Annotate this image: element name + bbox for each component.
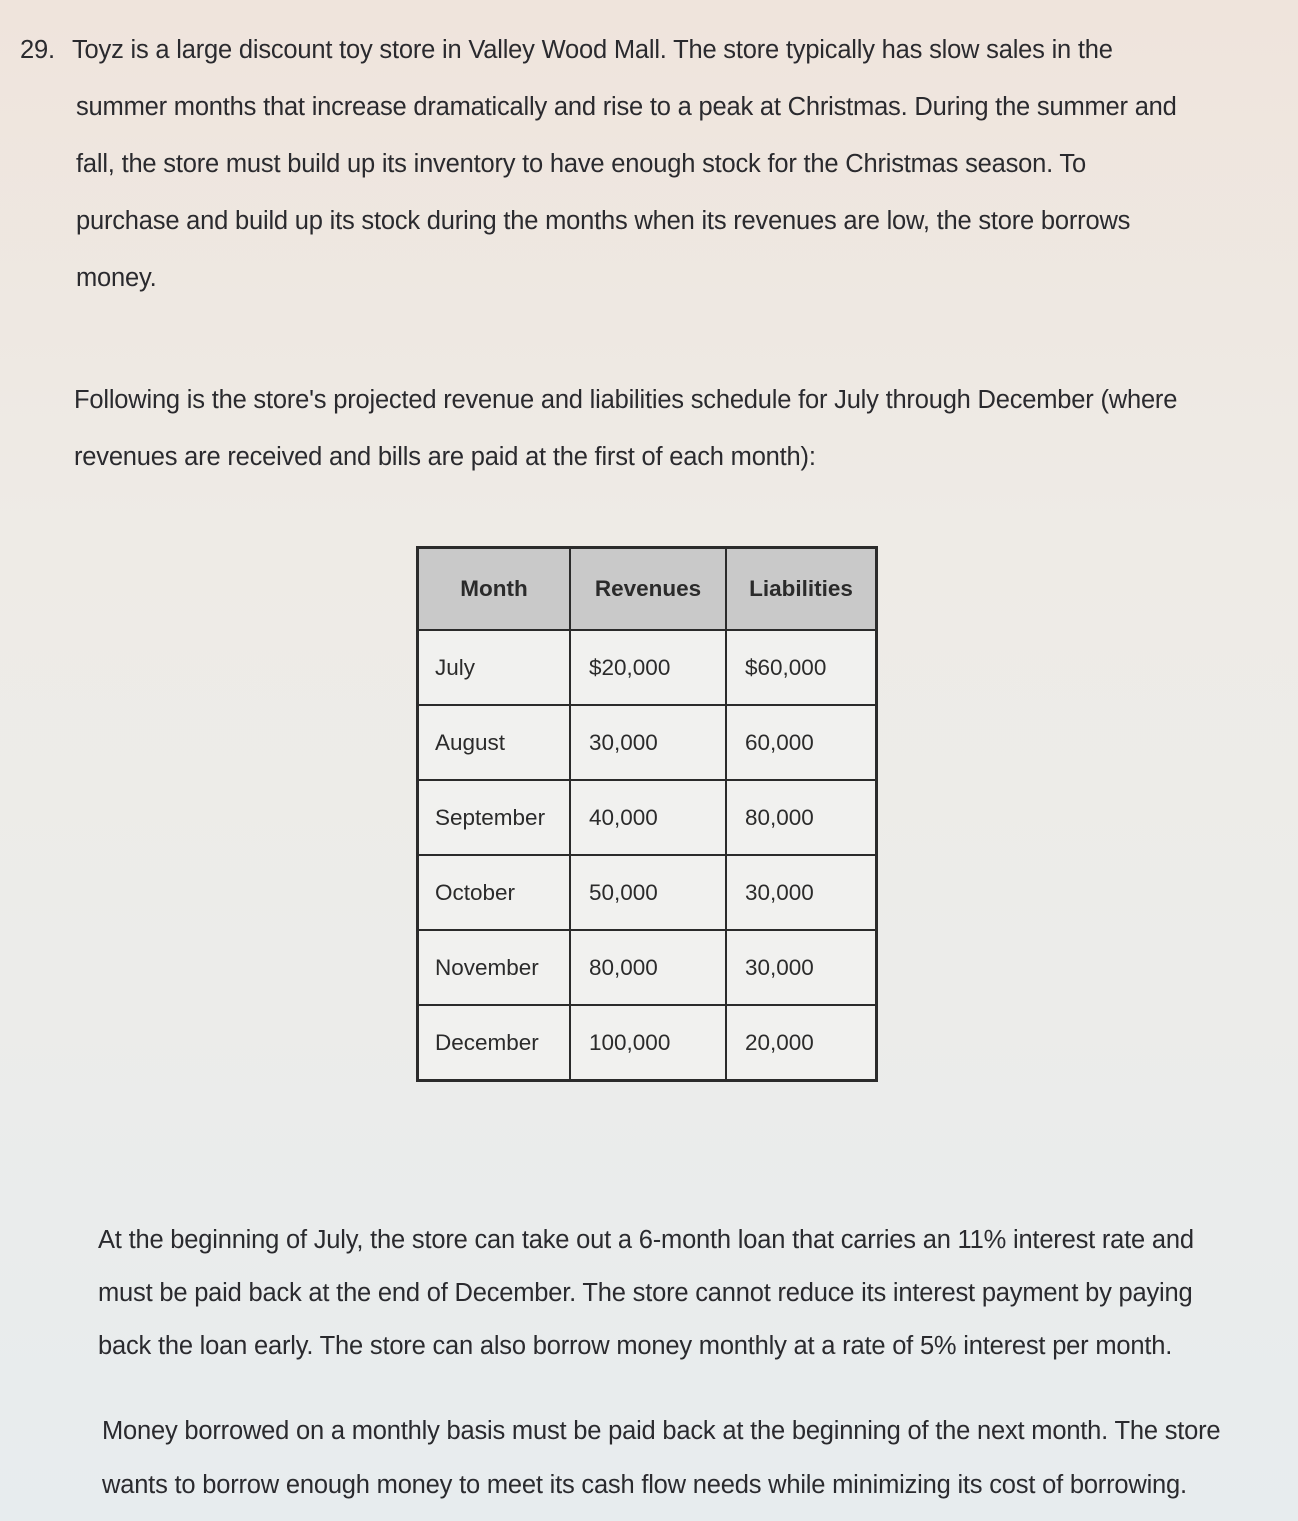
cell-liabilities: 20,000 — [726, 1005, 877, 1081]
revenue-liabilities-table — [416, 546, 878, 1082]
cell-month: July — [418, 630, 571, 705]
table-row — [418, 930, 877, 1005]
cell-month: September — [418, 780, 571, 855]
cell-month: August — [418, 705, 571, 780]
intro-line: money. — [76, 264, 157, 292]
loan-line: must be paid back at the end of December. The store cannot reduce its interest payment by paying — [98, 1279, 1193, 1307]
question-number: 29. — [20, 36, 55, 64]
cell-liabilities: $60,000 — [726, 630, 877, 705]
cell-revenues: 50,000 — [570, 855, 726, 930]
cell-revenues: 100,000 — [570, 1005, 726, 1081]
header-revenues: Revenues — [570, 548, 726, 631]
cell-liabilities: 30,000 — [726, 855, 877, 930]
intro-line: summer months that increase dramatically and rise to a peak at Christmas. During the summer and — [76, 93, 1177, 121]
cell-revenues: 40,000 — [570, 780, 726, 855]
monthly-borrowing-paragraph — [102, 1404, 1220, 1512]
schedule-line: Following is the store's projected revenue and liabilities schedule for July through December (where — [74, 386, 1178, 414]
intro-line: 29. Toyz is a large discount toy store in Valley Wood Mall. The store typically has slow sales in the — [20, 22, 1177, 79]
monthly-line: Money borrowed on a monthly basis must be paid back at the beginning of the next month. The store — [102, 1417, 1221, 1445]
cell-revenues: 80,000 — [570, 930, 726, 1005]
intro-line: fall, the store must build up its inventory to have enough stock for the Christmas season. To — [76, 150, 1086, 178]
header-month: Month — [418, 548, 571, 631]
intro-line: purchase and build up its stock during the months when its revenues are low, the store borrows — [76, 207, 1131, 235]
table-row — [418, 705, 877, 780]
cell-month: December — [418, 1005, 571, 1081]
cell-revenues: 30,000 — [570, 705, 726, 780]
table-row — [418, 1005, 877, 1081]
table-row — [418, 855, 877, 930]
schedule-paragraph — [74, 372, 1177, 486]
cell-liabilities: 80,000 — [726, 780, 877, 855]
cell-month: October — [418, 855, 571, 930]
loan-line: At the beginning of July, the store can take out a 6-month loan that carries an 11% interest rate and — [98, 1226, 1194, 1254]
loan-line: back the loan early. The store can also borrow money monthly at a rate of 5% interest per month. — [98, 1332, 1173, 1360]
table-header-row — [418, 548, 877, 631]
problem-intro-paragraph — [20, 22, 1177, 307]
cell-month: November — [418, 930, 571, 1005]
monthly-line: wants to borrow enough money to meet its cash flow needs while minimizing its cost of borrowing. — [102, 1471, 1187, 1499]
cell-revenues: $20,000 — [570, 630, 726, 705]
cell-liabilities: 30,000 — [726, 930, 877, 1005]
cell-liabilities: 60,000 — [726, 705, 877, 780]
loan-terms-paragraph — [98, 1214, 1194, 1373]
table-row — [418, 780, 877, 855]
schedule-line: revenues are received and bills are paid at the first of each month): — [74, 443, 816, 471]
header-liabilities: Liabilities — [726, 548, 877, 631]
table-row — [418, 630, 877, 705]
